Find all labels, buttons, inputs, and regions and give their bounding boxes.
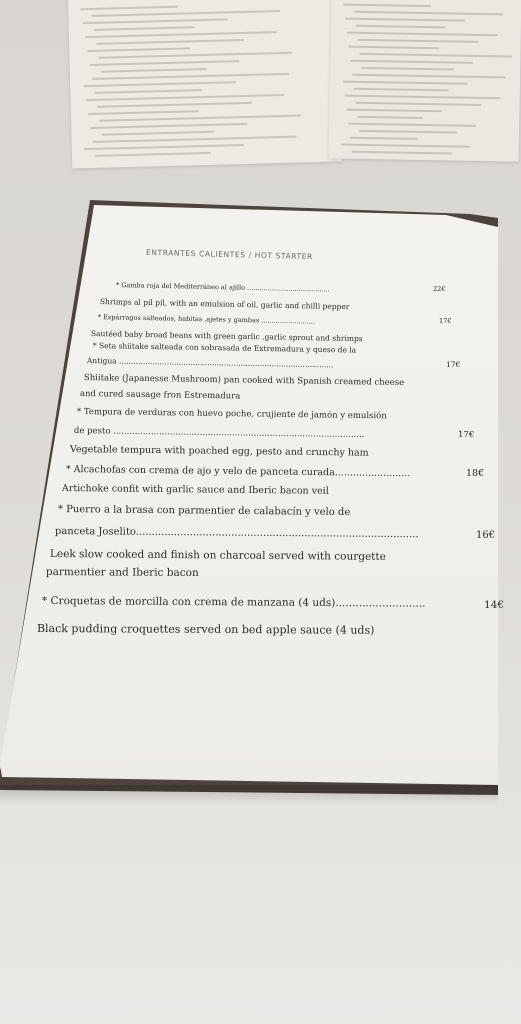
blurred-text-line bbox=[101, 68, 207, 73]
menu-item-description: Sautéed baby broad beans with green garlic ,garlic sprout and shrimps bbox=[90, 329, 363, 344]
menu-item-description: parmentier and Iberic bacon bbox=[45, 566, 199, 580]
menu-item-price: 17€ bbox=[446, 360, 461, 369]
blurred-text-line bbox=[83, 18, 228, 24]
blurred-text-line bbox=[93, 136, 297, 143]
blurred-text-line bbox=[88, 110, 199, 115]
background-menu-sheet-right bbox=[329, 0, 521, 162]
blurred-text-line bbox=[90, 123, 247, 129]
blurred-text-line bbox=[98, 52, 292, 59]
blurred-text-line bbox=[86, 94, 285, 101]
blurred-text-line bbox=[83, 81, 236, 87]
menu-item-name: * Espárragos salteados, habitas ,ajetes y gambas .......................... bbox=[97, 313, 316, 326]
menu-item-price: 17€ bbox=[458, 430, 475, 440]
menu-item-description: Vegetable tempura with poached egg, pesto and crunchy ham bbox=[69, 444, 369, 459]
menu-item-description: Shiitake (Japanesse Mushroom) pan cooked with Spanish creamed cheese bbox=[83, 373, 405, 389]
blurred-text-line bbox=[348, 46, 439, 50]
blurred-text-line bbox=[345, 18, 465, 22]
menu-item-description: Artichoke confit with garlic sauce and Iberic bacon veil bbox=[61, 483, 329, 497]
blurred-text-line bbox=[91, 10, 280, 17]
blurred-text-line bbox=[343, 81, 468, 85]
background-menu-sheet-left bbox=[68, 0, 342, 169]
menu-item-name: * Alcachofas con crema de ajo y velo de panceta curada......................... bbox=[65, 464, 411, 480]
menu-item-price: 14€ bbox=[484, 599, 505, 611]
blurred-text-line bbox=[350, 137, 418, 140]
menu-item-description: and cured sausage fron Estremadura bbox=[79, 389, 241, 402]
menu-item-price: 16€ bbox=[476, 530, 496, 541]
blurred-text-line bbox=[358, 39, 479, 43]
menu-item-price: 17€ bbox=[439, 317, 452, 325]
blurred-text-line bbox=[94, 26, 195, 31]
blurred-text-line bbox=[354, 88, 449, 92]
blurred-text-line bbox=[357, 116, 423, 119]
blurred-text-line bbox=[345, 95, 501, 100]
menu-item-description: Shrimps al pil pil, with an emulsion of oil, garlic and chilli pepper bbox=[99, 297, 350, 312]
blurred-text-line bbox=[80, 6, 178, 11]
blurred-text-line bbox=[352, 151, 452, 155]
menu-item-description: * Puerro a la brasa con parmentier de calabacín y velo de bbox=[57, 504, 351, 519]
menu-item-description: * Tempura de verduras con huevo poche, crujiente de jamón y emulsión bbox=[76, 407, 387, 422]
blurred-text-line bbox=[359, 130, 457, 134]
blurred-text-line bbox=[97, 102, 252, 108]
menu-item-name: * Croquetas de morcilla con crema de manzana (4 uds)........................... bbox=[41, 595, 426, 610]
blurred-text-line bbox=[347, 32, 498, 37]
menu-item-price: 18€ bbox=[466, 468, 485, 479]
blurred-text-line bbox=[92, 73, 289, 80]
blurred-text-line bbox=[359, 53, 512, 58]
blurred-text-line bbox=[350, 60, 473, 64]
menu-section-heading: ENTRANTES CALIENTES / HOT STARTER bbox=[145, 247, 314, 262]
blurred-text-line bbox=[361, 67, 454, 71]
blurred-text-line bbox=[355, 102, 481, 106]
blurred-text-line bbox=[348, 123, 476, 127]
blurred-text-line bbox=[352, 74, 506, 79]
menu-item-name: panceta Joselito......................................................................................... bbox=[54, 526, 419, 541]
blurred-text-line bbox=[354, 11, 503, 16]
blurred-text-line bbox=[96, 39, 244, 45]
menu-item-name: Antigua .......................................................................................... bbox=[86, 356, 334, 370]
blurred-text-line bbox=[343, 4, 431, 8]
menu-shadow bbox=[0, 785, 498, 805]
menu-item-name: * Gamba roja del Mediterráneo al ajillo ........................................ bbox=[115, 281, 330, 294]
blurred-text-lines bbox=[341, 0, 510, 151]
menu-item-description: Black pudding croquettes served on bed apple sauce (4 uds) bbox=[36, 622, 375, 637]
blurred-text-line bbox=[341, 144, 470, 148]
blurred-text-line bbox=[87, 47, 190, 52]
menu-item-description: * Seta shiitake salteada con sobrasada de Extremadura y queso de la bbox=[92, 341, 357, 355]
blurred-text-lines bbox=[80, 0, 330, 158]
menu-item-price: 22€ bbox=[433, 285, 446, 293]
blurred-text-line bbox=[90, 60, 240, 66]
blurred-text-line bbox=[101, 131, 214, 136]
blurred-text-line bbox=[84, 144, 244, 150]
blurred-text-line bbox=[99, 115, 301, 122]
blurred-text-line bbox=[356, 25, 446, 29]
blurred-text-line bbox=[85, 31, 277, 38]
blurred-text-line bbox=[94, 89, 202, 94]
menu-item-description: Leek slow cooked and finish on charcoal served with courgette bbox=[49, 548, 386, 563]
blurred-text-line bbox=[346, 109, 442, 113]
menu-item-name: de pesto ............................................................................................. bbox=[73, 426, 365, 441]
blurred-text-line bbox=[95, 152, 211, 157]
